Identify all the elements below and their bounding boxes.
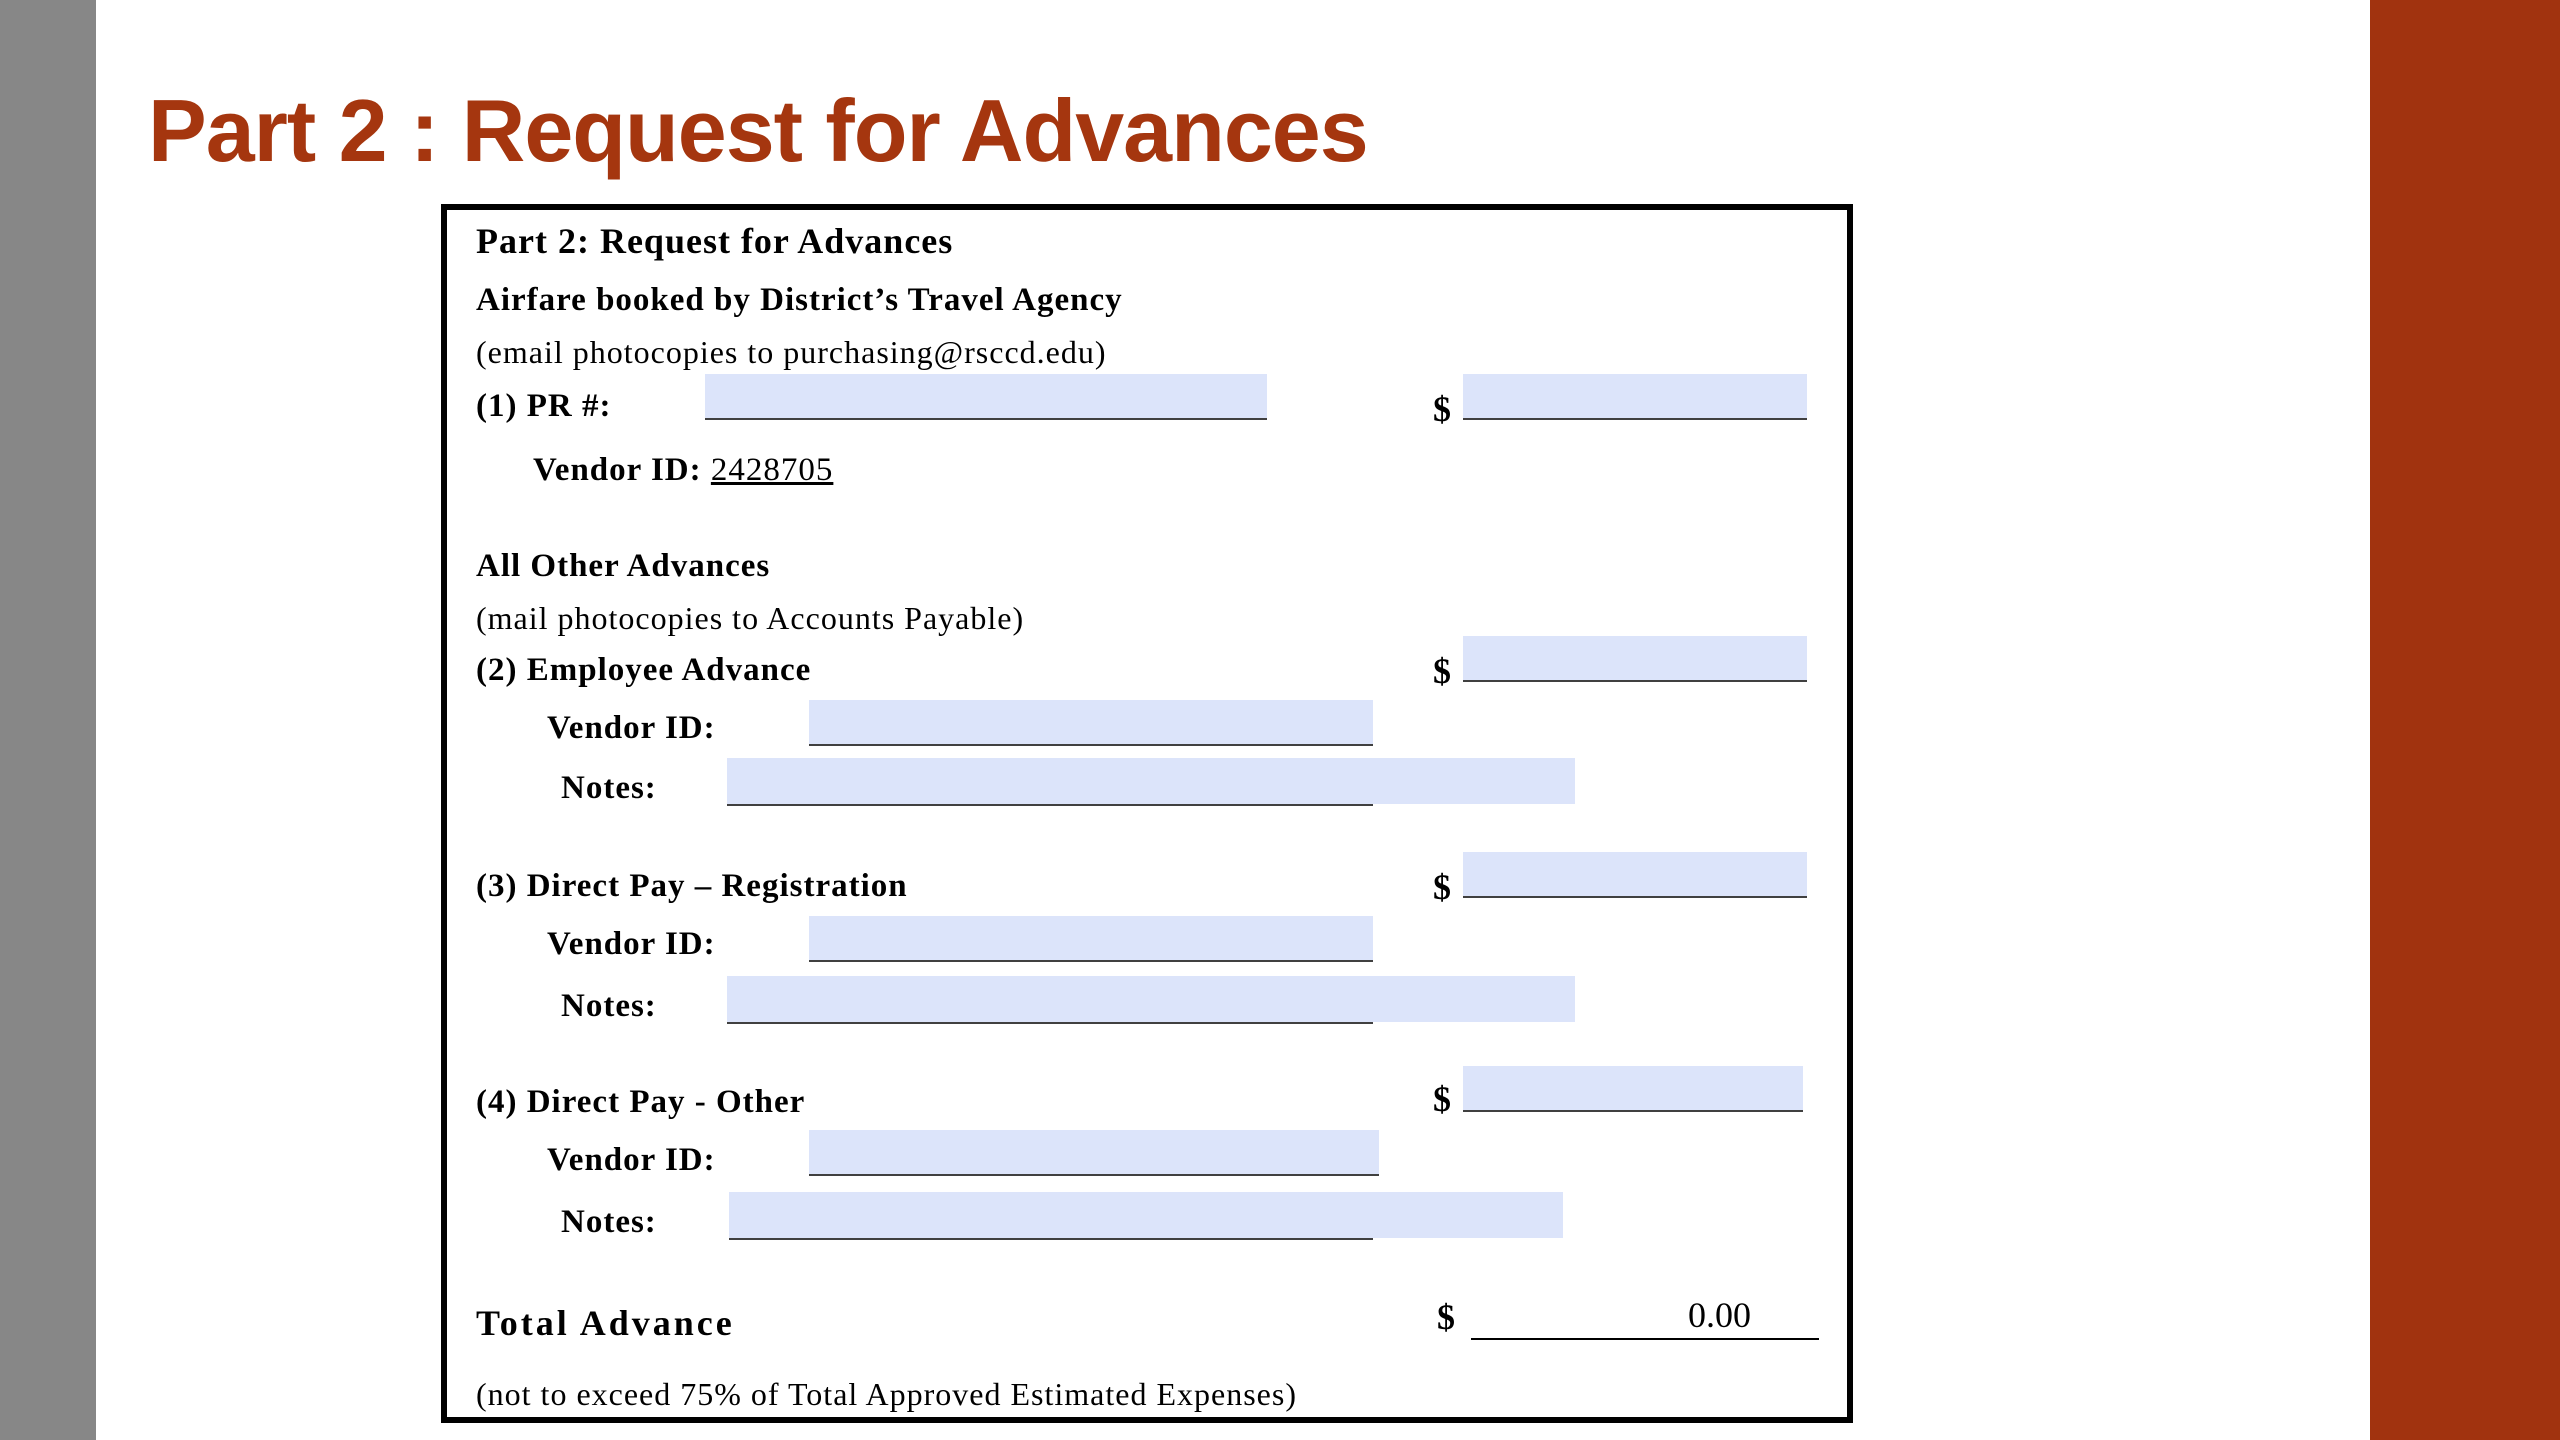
airfare-vendor-id-value: 2428705 <box>710 452 834 488</box>
employee-advance-notes-label: Notes: <box>561 770 657 806</box>
total-dollar-sign: $ <box>1437 1297 1456 1337</box>
registration-amount-field[interactable] <box>1463 852 1807 898</box>
total-underline <box>1471 1338 1819 1340</box>
registration-notes-label: Notes: <box>561 988 657 1024</box>
advance-request-form <box>441 204 1853 1423</box>
total-advance-value: 0.00 <box>1688 1295 1751 1335</box>
registration-notes-underline <box>727 1022 1373 1024</box>
airfare-vendor-label: Vendor ID: 2428705 <box>533 452 834 488</box>
direct-pay-other-notes-field[interactable] <box>729 1192 1563 1238</box>
direct-pay-other-amount-field[interactable] <box>1463 1066 1803 1112</box>
employee-advance-vendor-label: Vendor ID: <box>547 710 716 746</box>
registration-vendor-label: Vendor ID: <box>547 926 716 962</box>
direct-pay-other-label: (4) Direct Pay - Other <box>476 1084 806 1120</box>
employee-advance-dollar-sign: $ <box>1433 651 1452 691</box>
direct-pay-registration-label: (3) Direct Pay – Registration <box>476 868 908 904</box>
employee-advance-notes-underline <box>727 804 1373 806</box>
registration-vendor-field[interactable] <box>809 916 1373 962</box>
airfare-dollar-sign: $ <box>1433 389 1452 429</box>
employee-advance-vendor-field[interactable] <box>809 700 1373 746</box>
registration-notes-field[interactable] <box>727 976 1575 1022</box>
employee-advance-label: (2) Employee Advance <box>476 652 812 688</box>
slide-title: Part 2 : Request for Advances <box>148 81 1368 180</box>
pr-number-label: (1) PR #: <box>476 388 612 424</box>
airfare-heading: Airfare booked by District’s Travel Agency <box>476 282 1123 318</box>
total-advance-note: (not to exceed 75% of Total Approved Estimated Expenses) <box>476 1376 1297 1412</box>
airfare-amount-field[interactable] <box>1463 374 1807 420</box>
airfare-note: (email photocopies to purchasing@rsccd.edu) <box>476 334 1107 370</box>
total-advance-label: Total Advance <box>476 1303 735 1343</box>
other-advances-heading: All Other Advances <box>476 548 771 584</box>
pr-number-field[interactable] <box>705 374 1267 420</box>
registration-dollar-sign: $ <box>1433 867 1452 907</box>
other-advances-note: (mail photocopies to Accounts Payable) <box>476 600 1025 636</box>
employee-advance-amount-field[interactable] <box>1463 636 1807 682</box>
form-heading: Part 2: Request for Advances <box>476 221 954 261</box>
left-side-bar <box>0 0 96 1440</box>
direct-pay-other-vendor-label: Vendor ID: <box>547 1142 716 1178</box>
direct-pay-other-vendor-field[interactable] <box>809 1130 1379 1176</box>
direct-pay-other-notes-label: Notes: <box>561 1204 657 1240</box>
employee-advance-notes-field[interactable] <box>727 758 1575 804</box>
right-accent-bar <box>2370 0 2560 1440</box>
direct-pay-other-notes-underline <box>729 1238 1373 1240</box>
direct-pay-other-dollar-sign: $ <box>1433 1079 1452 1119</box>
